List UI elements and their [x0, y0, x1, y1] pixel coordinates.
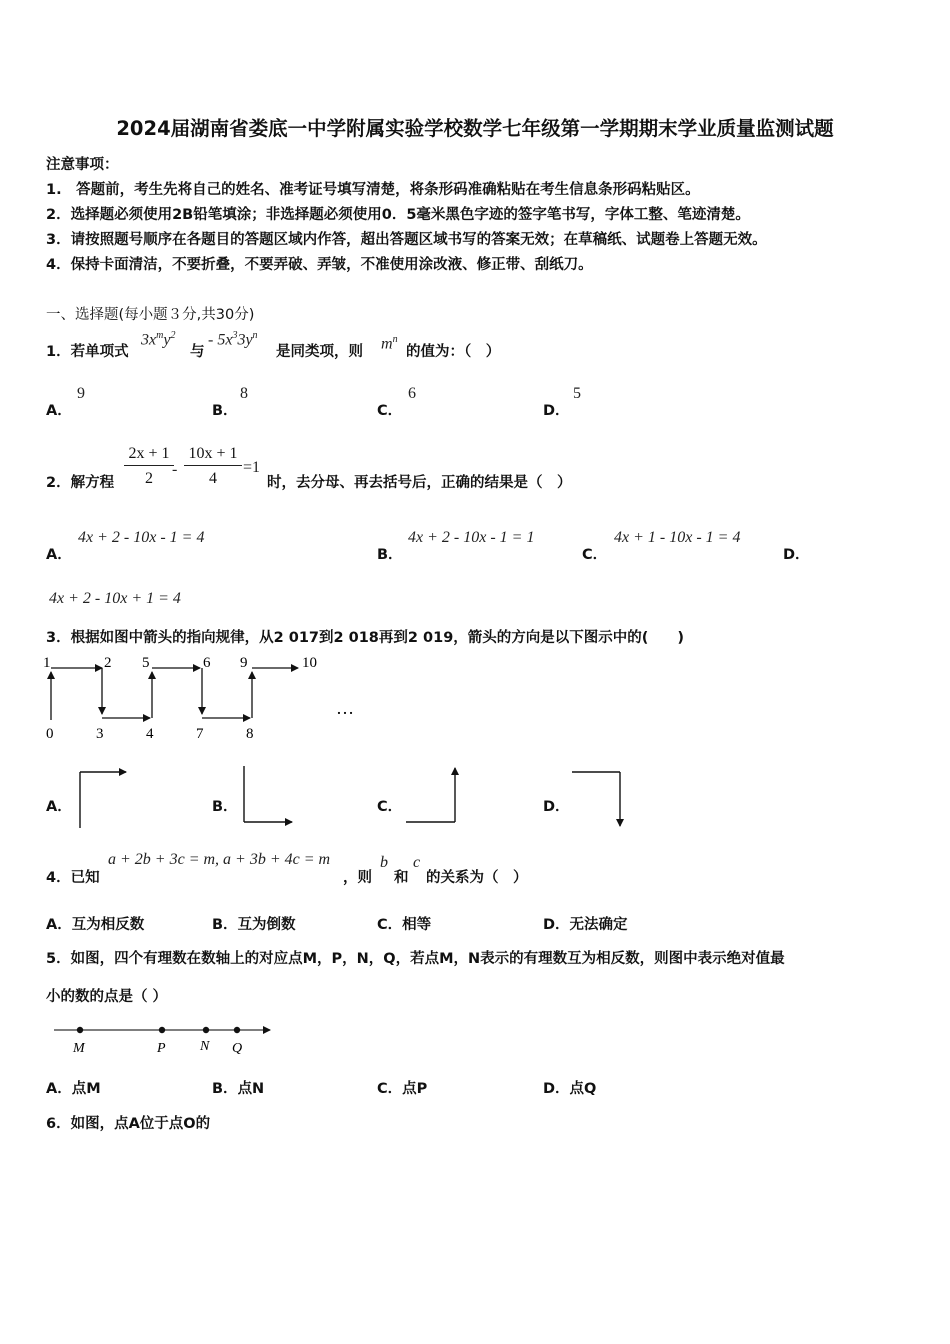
q2-option-a-label[interactable]: A． [46, 547, 72, 563]
q1-suffix: 的值为：（ ） [406, 344, 501, 360]
q3-num-9: 9 [240, 655, 248, 671]
q5-point-q [234, 1027, 240, 1033]
q3-num-10: 10 [302, 655, 317, 671]
q1-term1: $3x^my^2$ [141, 330, 176, 349]
page-title: 2024届湖南省娄底一中学附属实验学校数学七年级第一学期期末学业质量监测试题 [116, 117, 834, 140]
q2-option-b-label[interactable]: B． [377, 547, 403, 563]
q1-option-c-label[interactable]: C． [377, 403, 403, 419]
q1-term2: - $5x^33y^n$ [208, 330, 258, 349]
q4-option-a[interactable]: A．互为相反数 [46, 917, 145, 933]
q3-option-b-icon[interactable] [236, 762, 298, 832]
q2-frac2-numerator: 10x + 1 [184, 445, 242, 466]
notice-item: 1. 答题前，考生先将自己的姓名、准考证号填写清楚，将条形码准确粘贴在考生信息条形码粘贴区。 [46, 182, 700, 198]
q3-option-b-label[interactable]: B． [212, 799, 238, 815]
q3-num-3: 3 [96, 726, 104, 742]
q5-point-p [159, 1027, 165, 1033]
q3-option-d-icon[interactable] [568, 762, 630, 832]
q5-label-n: N [200, 1039, 210, 1054]
q1-option-b-label[interactable]: B． [212, 403, 238, 419]
q3-option-c-label[interactable]: C． [377, 799, 403, 815]
notice-heading: 注意事项： [46, 157, 119, 173]
q2-frac2-denominator: 4 [209, 470, 217, 487]
q4-mid: ，则 [343, 870, 372, 886]
q5-number-line [50, 1018, 280, 1060]
q1-mn: $m^n$ [381, 334, 398, 353]
q5-option-c[interactable]: C．点P [377, 1081, 428, 1097]
q5-label-q: Q [232, 1041, 243, 1056]
q4-option-d[interactable]: D．无法确定 [543, 917, 628, 933]
q1-option-d-label[interactable]: D． [543, 403, 570, 419]
q4-suffix: 的关系为（ ） [426, 870, 528, 886]
q3-arrow-pattern-figure [40, 650, 370, 750]
q1-option-a-value: 9 [77, 385, 85, 402]
q1-option-a-label[interactable]: A． [46, 403, 72, 419]
q5-label-p: P [157, 1041, 166, 1056]
q1-mid2: 是同类项，则 [276, 344, 363, 360]
q2-option-c-value: 4x + 1 - 10x - 1 = 4 [614, 529, 741, 546]
q4-option-c[interactable]: C．相等 [377, 917, 432, 933]
q1-option-b-value: 8 [240, 385, 248, 402]
q3-num-8: 8 [246, 726, 254, 742]
q5-point-m [77, 1027, 83, 1033]
q5-line-2: 小的数的点是（ ） [46, 989, 168, 1005]
q2-minus: - [172, 461, 178, 478]
q2-option-c-label[interactable]: C． [582, 547, 608, 563]
q4-option-b[interactable]: B．互为倒数 [212, 917, 296, 933]
notice-item: 3．请按照题号顺序在各题目的答题区域内作答，超出答题区域书写的答案无效；在草稿纸、试题卷上答题无效。 [46, 232, 767, 248]
q3-num-2: 2 [104, 655, 112, 671]
q6-text: 6．如图，点A位于点O的 [46, 1116, 211, 1132]
q5-option-d[interactable]: D．点Q [543, 1081, 597, 1097]
q2-option-a-value: 4x + 2 - 10x - 1 = 4 [78, 529, 205, 546]
q3-option-a-label[interactable]: A． [46, 799, 72, 815]
q4-prefix: 4．已知 [46, 870, 100, 886]
q3-num-4: 4 [146, 726, 154, 742]
q5-point-n [203, 1027, 209, 1033]
section-heading: 一、选择题(每小题３分,共30分) [46, 307, 255, 323]
q2-fraction-2 [184, 445, 242, 488]
q3-num-6: 6 [203, 655, 211, 671]
q2-frac1-numerator: 2x + 1 [124, 445, 174, 466]
q3-num-5: 5 [142, 655, 150, 671]
q3-num-0: 0 [46, 726, 54, 742]
q5-option-b[interactable]: B．点N [212, 1081, 265, 1097]
q2-option-b-value: 4x + 2 - 10x - 1 = 1 [408, 529, 535, 546]
q3-ellipsis: … [336, 698, 354, 718]
q2-suffix: 时，去分母、再去括号后，正确的结果是（ ） [267, 475, 572, 491]
q1-option-d-value: 5 [573, 385, 581, 402]
q2-option-d-value: 4x + 2 - 10x + 1 = 4 [49, 590, 181, 607]
q5-option-a[interactable]: A．点M [46, 1081, 101, 1097]
q2-frac1-denominator: 2 [145, 470, 153, 487]
q5-label-m: M [73, 1041, 85, 1056]
q2-prefix: 2．解方程 [46, 475, 115, 491]
q2-option-d-label[interactable]: D． [783, 547, 810, 563]
q5-line-1: 5．如图，四个有理数在数轴上的对应点M，P，N，Q，若点M，N表示的有理数互为相反数，则图中表示绝对值最 [46, 951, 785, 967]
notice-item: 2．选择题必须使用2B铅笔填涂；非选择题必须使用0．5毫米黑色字迹的签字笔书写，字体工整、笔迹清楚。 [46, 207, 750, 223]
q2-fraction-1 [124, 445, 174, 488]
notice-item: 4．保持卡面清洁，不要折叠，不要弄破、弄皱，不准使用涂改液、修正带、刮纸刀。 [46, 257, 593, 273]
q1-prefix: 1．若单项式 [46, 344, 129, 360]
q2-eq: =1 [243, 459, 261, 476]
q3-num-7: 7 [196, 726, 204, 742]
q3-option-a-icon[interactable] [72, 762, 134, 832]
q4-b: b [380, 854, 388, 871]
q3-option-d-label[interactable]: D． [543, 799, 570, 815]
q3-option-c-icon[interactable] [402, 762, 464, 832]
q4-c: c [413, 854, 421, 871]
q3-text: 3．根据如图中箭头的指向规律，从2 017到2 018再到2 019，箭头的方向是以下图示中的( ) [46, 630, 685, 646]
q1-mid: 与 [190, 344, 205, 360]
q1-option-c-value: 6 [408, 385, 416, 402]
q3-num-1: 1 [43, 655, 51, 671]
q4-and: 和 [394, 870, 409, 886]
q4-expression: a + 2b + 3c = m, a + 3b + 4c = m [108, 851, 331, 868]
